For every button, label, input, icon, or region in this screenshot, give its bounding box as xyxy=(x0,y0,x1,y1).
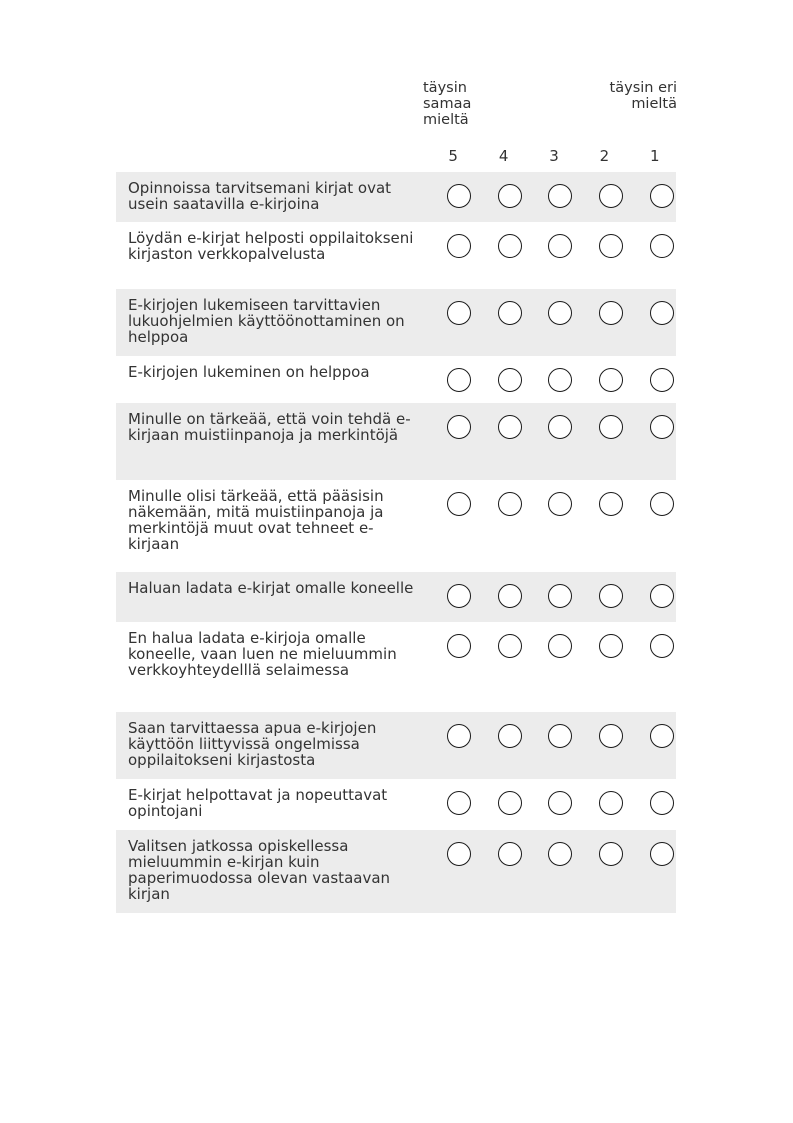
radio-circle-icon xyxy=(447,584,471,608)
rating-radio-1[interactable] xyxy=(636,299,687,327)
question-row xyxy=(116,172,676,222)
rating-radio-2[interactable] xyxy=(586,789,637,817)
scale-numbers xyxy=(428,147,680,165)
question-statement: Minulle on tärkeää, että voin tehdä e-kirjaan muistiinpanoja ja merkintöjä xyxy=(128,410,411,444)
radio-circle-icon xyxy=(599,724,623,748)
rating-options xyxy=(434,366,687,394)
rating-radio-5[interactable] xyxy=(434,490,485,518)
question-statement: Haluan ladata e-kirjat omalle koneelle xyxy=(128,579,414,597)
rating-radio-3[interactable] xyxy=(535,413,586,441)
radio-circle-icon xyxy=(650,791,674,815)
rating-options xyxy=(434,413,687,441)
rating-radio-3[interactable] xyxy=(535,789,586,817)
rating-radio-1[interactable] xyxy=(636,632,687,660)
radio-circle-icon xyxy=(447,184,471,208)
rating-radio-2[interactable] xyxy=(586,632,637,660)
rating-radio-1[interactable] xyxy=(636,789,687,817)
question-row xyxy=(116,830,676,913)
likert-question-table xyxy=(116,172,676,913)
rating-radio-1[interactable] xyxy=(636,413,687,441)
question-statement: E-kirjojen lukeminen on helppoa xyxy=(128,363,370,381)
radio-circle-icon xyxy=(650,724,674,748)
rating-radio-3[interactable] xyxy=(535,490,586,518)
radio-circle-icon xyxy=(548,415,572,439)
radio-circle-icon xyxy=(498,415,522,439)
radio-circle-icon xyxy=(498,184,522,208)
rating-radio-5[interactable] xyxy=(434,299,485,327)
radio-circle-icon xyxy=(548,842,572,866)
question-statement: Löydän e-kirjat helposti oppilaitokseni kirjaston verkkopalvelusta xyxy=(128,229,414,263)
radio-circle-icon xyxy=(548,301,572,325)
radio-circle-icon xyxy=(548,184,572,208)
radio-circle-icon xyxy=(650,584,674,608)
question-row xyxy=(116,480,676,572)
radio-circle-icon xyxy=(650,368,674,392)
rating-radio-4[interactable] xyxy=(485,582,536,610)
rating-radio-2[interactable] xyxy=(586,582,637,610)
radio-circle-icon xyxy=(447,415,471,439)
radio-circle-icon xyxy=(548,584,572,608)
rating-radio-1[interactable] xyxy=(636,490,687,518)
radio-circle-icon xyxy=(599,234,623,258)
rating-radio-1[interactable] xyxy=(636,366,687,394)
likert-scale-header xyxy=(420,80,677,170)
radio-circle-icon xyxy=(498,301,522,325)
radio-circle-icon xyxy=(599,368,623,392)
rating-radio-5[interactable] xyxy=(434,722,485,750)
rating-options xyxy=(434,582,687,610)
rating-options xyxy=(434,632,687,660)
rating-radio-2[interactable] xyxy=(586,413,637,441)
rating-radio-4[interactable] xyxy=(485,840,536,868)
question-row xyxy=(116,572,676,622)
radio-circle-icon xyxy=(548,492,572,516)
rating-radio-5[interactable] xyxy=(434,632,485,660)
rating-radio-3[interactable] xyxy=(535,366,586,394)
rating-radio-5[interactable] xyxy=(434,366,485,394)
question-statement: Valitsen jatkossa opiskellessa mieluummin e-kirjan kuin paperimuodossa olevan vastaavan kirjan xyxy=(128,837,391,903)
radio-circle-icon xyxy=(447,492,471,516)
radio-circle-icon xyxy=(599,791,623,815)
rating-radio-2[interactable] xyxy=(586,182,637,210)
rating-options xyxy=(434,490,687,518)
radio-circle-icon xyxy=(447,842,471,866)
radio-circle-icon xyxy=(498,368,522,392)
radio-circle-icon xyxy=(447,234,471,258)
rating-radio-2[interactable] xyxy=(586,722,637,750)
rating-radio-5[interactable] xyxy=(434,182,485,210)
question-statement: E-kirjojen lukemiseen tarvittavien lukuohjelmien käyttöönottaminen on helppoa xyxy=(128,296,405,346)
question-row xyxy=(116,222,676,289)
radio-circle-icon xyxy=(650,492,674,516)
radio-circle-icon xyxy=(548,791,572,815)
rating-radio-3[interactable] xyxy=(535,722,586,750)
scale-value-3: 3 xyxy=(549,147,559,165)
scale-anchor-agree: täysin samaa mieltä xyxy=(423,80,472,128)
question-row xyxy=(116,779,676,830)
radio-circle-icon xyxy=(650,842,674,866)
rating-radio-2[interactable] xyxy=(586,490,637,518)
rating-radio-4[interactable] xyxy=(485,632,536,660)
rating-radio-4[interactable] xyxy=(485,366,536,394)
question-row xyxy=(116,289,676,356)
question-statement: Opinnoissa tarvitsemani kirjat ovat usein saatavilla e-kirjoina xyxy=(128,179,392,213)
rating-radio-3[interactable] xyxy=(535,299,586,327)
radio-circle-icon xyxy=(650,634,674,658)
rating-options xyxy=(434,789,687,817)
rating-radio-1[interactable] xyxy=(636,840,687,868)
rating-options xyxy=(434,299,687,327)
radio-circle-icon xyxy=(498,634,522,658)
rating-radio-4[interactable] xyxy=(485,490,536,518)
radio-circle-icon xyxy=(599,301,623,325)
radio-circle-icon xyxy=(599,492,623,516)
question-statement: Minulle olisi tärkeää, että pääsisin näkemään, mitä muistiinpanoja ja merkintöjä muut ovat tehneet e-kirjaan xyxy=(128,487,384,553)
rating-radio-3[interactable] xyxy=(535,232,586,260)
rating-radio-5[interactable] xyxy=(434,413,485,441)
rating-radio-4[interactable] xyxy=(485,413,536,441)
rating-radio-3[interactable] xyxy=(535,840,586,868)
radio-circle-icon xyxy=(498,584,522,608)
question-statement: E-kirjat helpottavat ja nopeuttavat opintojani xyxy=(128,786,388,820)
rating-radio-4[interactable] xyxy=(485,722,536,750)
radio-circle-icon xyxy=(447,301,471,325)
radio-circle-icon xyxy=(447,791,471,815)
rating-radio-4[interactable] xyxy=(485,232,536,260)
rating-options xyxy=(434,232,687,260)
scale-value-2: 2 xyxy=(599,147,610,165)
radio-circle-icon xyxy=(599,584,623,608)
rating-radio-4[interactable] xyxy=(485,299,536,327)
radio-circle-icon xyxy=(650,234,674,258)
radio-circle-icon xyxy=(498,234,522,258)
rating-radio-1[interactable] xyxy=(636,582,687,610)
radio-circle-icon xyxy=(447,634,471,658)
rating-radio-3[interactable] xyxy=(535,182,586,210)
radio-circle-icon xyxy=(548,724,572,748)
rating-radio-5[interactable] xyxy=(434,840,485,868)
rating-radio-1[interactable] xyxy=(636,182,687,210)
radio-circle-icon xyxy=(447,368,471,392)
radio-circle-icon xyxy=(447,724,471,748)
rating-radio-4[interactable] xyxy=(485,182,536,210)
scale-value-5: 5 xyxy=(448,147,458,165)
rating-radio-5[interactable] xyxy=(434,582,485,610)
radio-circle-icon xyxy=(650,415,674,439)
rating-radio-2[interactable] xyxy=(586,366,637,394)
radio-circle-icon xyxy=(599,842,623,866)
question-row xyxy=(116,356,676,403)
radio-circle-icon xyxy=(599,415,623,439)
rating-radio-3[interactable] xyxy=(535,632,586,660)
radio-circle-icon xyxy=(650,184,674,208)
rating-radio-1[interactable] xyxy=(636,722,687,750)
rating-radio-5[interactable] xyxy=(434,789,485,817)
rating-radio-2[interactable] xyxy=(586,232,637,260)
rating-radio-2[interactable] xyxy=(586,840,637,868)
radio-circle-icon xyxy=(599,634,623,658)
rating-radio-4[interactable] xyxy=(485,789,536,817)
scale-value-1: 1 xyxy=(650,147,660,165)
question-statement: Saan tarvittaessa apua e-kirjojen käyttöön liittyvissä ongelmissa oppilaitokseni kirjastosta xyxy=(128,719,377,769)
question-row xyxy=(116,622,676,712)
rating-radio-1[interactable] xyxy=(636,232,687,260)
radio-circle-icon xyxy=(498,791,522,815)
radio-circle-icon xyxy=(498,842,522,866)
radio-circle-icon xyxy=(548,634,572,658)
rating-radio-2[interactable] xyxy=(586,299,637,327)
rating-options xyxy=(434,722,687,750)
radio-circle-icon xyxy=(548,234,572,258)
scale-anchor-disagree: täysin eri mieltä xyxy=(609,80,677,112)
rating-radio-5[interactable] xyxy=(434,232,485,260)
scale-value-4: 4 xyxy=(498,147,509,165)
question-statement: En halua ladata e-kirjoja omalle koneelle, vaan luen ne mieluummin verkkoyhteydelllä selaimessa xyxy=(128,629,397,679)
rating-options xyxy=(434,840,687,868)
radio-circle-icon xyxy=(498,724,522,748)
question-row xyxy=(116,403,676,480)
question-row xyxy=(116,712,676,779)
rating-options xyxy=(434,182,687,210)
radio-circle-icon xyxy=(498,492,522,516)
radio-circle-icon xyxy=(548,368,572,392)
radio-circle-icon xyxy=(599,184,623,208)
rating-radio-3[interactable] xyxy=(535,582,586,610)
radio-circle-icon xyxy=(650,301,674,325)
